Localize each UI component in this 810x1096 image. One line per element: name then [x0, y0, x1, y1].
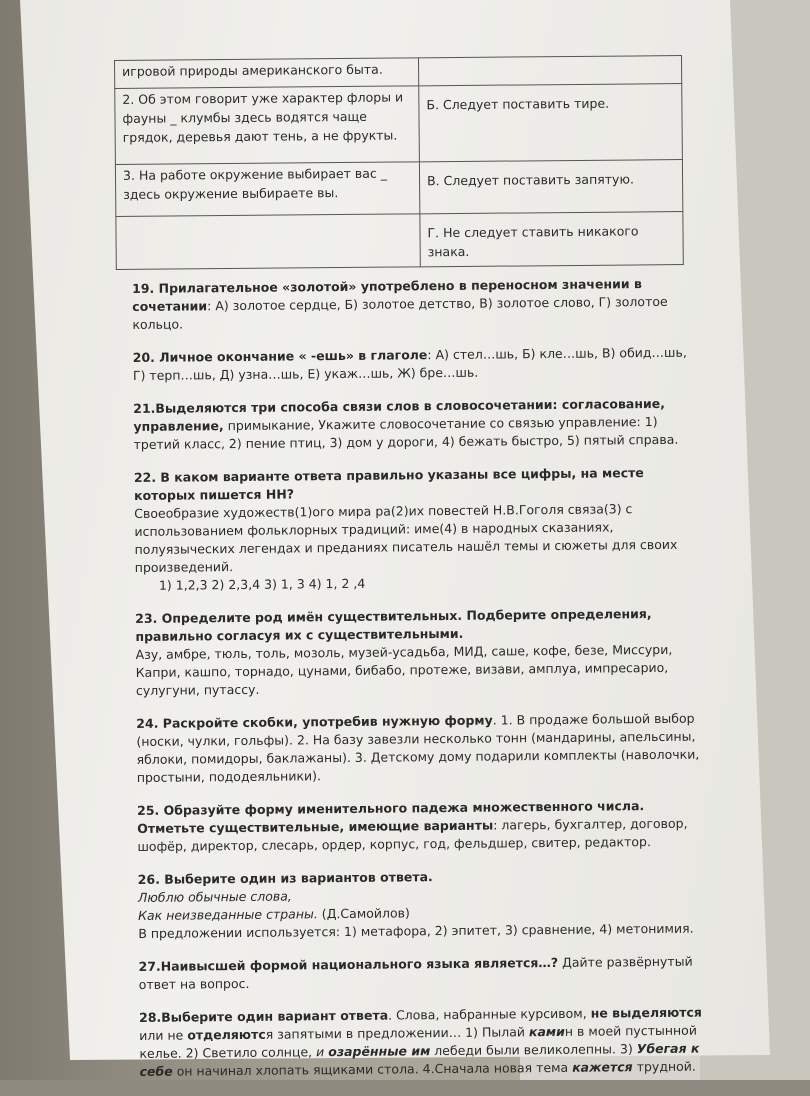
- question-title: 23. Определите род имён существительных. Подберите определения, правильно согласуя их с существительными.: [135, 606, 652, 644]
- question-title: 20. Личное окончание « -ешь» в глаголе: [132, 347, 428, 365]
- question-title: 21.Выделяются три способа связи слов в словосочетании: согласование, управление,: [133, 395, 666, 434]
- question-27: [139, 952, 709, 993]
- poem-author: (Д.Самойлов): [317, 905, 410, 922]
- italic-bold-phrase: Убегая к себе: [139, 1040, 700, 1079]
- question-text: Своеобразие художеств(1)ого мира ра(2)их повестей Н.В.Гоголя связа(3) с использованием фольклорных традиций: име(4) в народных сказаниях, полуязыческих легендах и преданиях писатель нашёл темы и сюжеты для своих произведений.: [134, 501, 678, 575]
- question-text: я запятыми в предложении… 1) Пылай: [265, 1024, 530, 1042]
- question-text: трудной.: [632, 1058, 696, 1075]
- question-22: [134, 464, 705, 595]
- italic-phrase: и: [316, 1044, 329, 1060]
- italic-bold-phrase: ками: [528, 1023, 565, 1040]
- matching-table: [114, 55, 684, 269]
- question-26: [138, 866, 709, 943]
- question-title: 19. Прилагательное «золотой» употреблено в переносном значении в сочетании: [132, 276, 642, 314]
- table-cell: Г. Не следует ставить никакого знака.: [420, 212, 683, 267]
- answer-options: 1) 1,2,3 2) 2,3,4 3) 1, 3 4) 1, 2 ,4: [158, 575, 366, 593]
- question-text: Дайте развёрнутый ответ на вопрос.: [138, 953, 693, 992]
- bold-phrase: не выделяются: [590, 1004, 703, 1021]
- table-cell: В. Следует поставить запятую.: [419, 160, 682, 214]
- table-cell: [418, 56, 681, 86]
- question-text: он начинал хлопать ящиками стола. 4.Сначала новая тема: [172, 1059, 573, 1079]
- table-cell: [116, 214, 420, 269]
- question-25: [137, 797, 707, 856]
- italic-bold-phrase: кажется: [572, 1059, 633, 1075]
- question-title: 26. Выберите один из вариантов ответа.: [137, 869, 433, 887]
- table-row: [115, 84, 683, 165]
- question-text: : А) стел…шь, Б) кле…шь, В) обид…шь, Г) терп…шь, Д) узна…шь, Е) укаж…шь, Ж) бре…шь.: [132, 344, 687, 383]
- question-text: . 1. В продаже большой выбор (носки, чулки, гольфы). 2. На базу завезли несколько тонн (мандарины, апельсины, яблоки, помидоры, баклажаны). 3. Детскому дому подарили комплекты (наволочки, простыни, пододеяльники).: [136, 710, 700, 785]
- table-row: [115, 160, 682, 217]
- questions: [132, 275, 710, 1096]
- question-text: В предложении используется: 1) метафора, 2) эпитет, 3) сравнение, 4) метонимия.: [138, 920, 694, 941]
- question-title: 28.Выберите один вариант ответа: [139, 1007, 389, 1025]
- question-19: [132, 275, 702, 334]
- poem-line: Как неизведанные страны.: [138, 906, 318, 923]
- question-title: 27.Наивысшей формой национального языка является…?: [138, 954, 559, 974]
- question-28: [139, 1003, 710, 1080]
- question-text: н в моей пустынной келье. 2) Светило солнце,: [139, 1022, 697, 1061]
- question-text: или не: [139, 1027, 188, 1043]
- question-text: : лагерь, бухгалтер, договор, шофёр, директор, слесарь, ордер, корпус, год, фельдшер, свитер, редактор.: [137, 815, 688, 854]
- table-cell: 3. На работе окружение выбирает вас _ здесь окружение выбираете вы.: [115, 162, 419, 217]
- question-text: : А) золотое сердце, Б) золотое детство, В) золотое слово, Г) золотое кольцо.: [132, 293, 668, 332]
- question-title: 25. Образуйте форму именительного падежа множественного числа. Отметьте существительные, имеющие варианты: [137, 798, 645, 836]
- question-24: [136, 710, 707, 787]
- question-title: 22. В каком варианте ответа правильно указаны все цифры, на месте которых пишется НН?: [133, 465, 644, 503]
- table-row: [116, 212, 683, 269]
- table-cell: Б. Следует поставить тире.: [419, 84, 683, 162]
- bold-phrase: отделяютс: [187, 1026, 266, 1043]
- question-21: [133, 395, 703, 454]
- poem-line: Люблю обычные слова,: [137, 888, 292, 905]
- question-20: [133, 344, 703, 385]
- question-text: . Слова, набранные курсивом,: [388, 1005, 591, 1023]
- question-text: лебеди были великолепны. 3): [430, 1041, 637, 1059]
- question-title: 24. Раскройте скобки, употребив нужную форму: [136, 712, 493, 731]
- italic-bold-phrase: озарённые им: [328, 1043, 431, 1060]
- question-23: [135, 605, 706, 700]
- question-text: Азу, амбре, тюль, толь, мозоль, музей-усадьба, МИД, саше, кофе, безе, Миссури, Капри, кашпо, торнадо, цунами, бибабо, протеже, визави, амплуа, импресарио, сулугуни, путассу.: [135, 641, 673, 698]
- table-cell: 2. Об этом говорит уже характер флоры и фауны _ клумбы здесь водятся чаще грядок, деревья дают тень, а не фрукты.: [115, 86, 420, 165]
- question-text: примыкание, Укажите словосочетание со связью управление: 1) третий класс, 2) пение птиц, 3) дом у дороги, 4) бежать быстро, 5) пятый справа.: [133, 413, 679, 452]
- table-cell: игровой природы американского быта.: [115, 58, 419, 89]
